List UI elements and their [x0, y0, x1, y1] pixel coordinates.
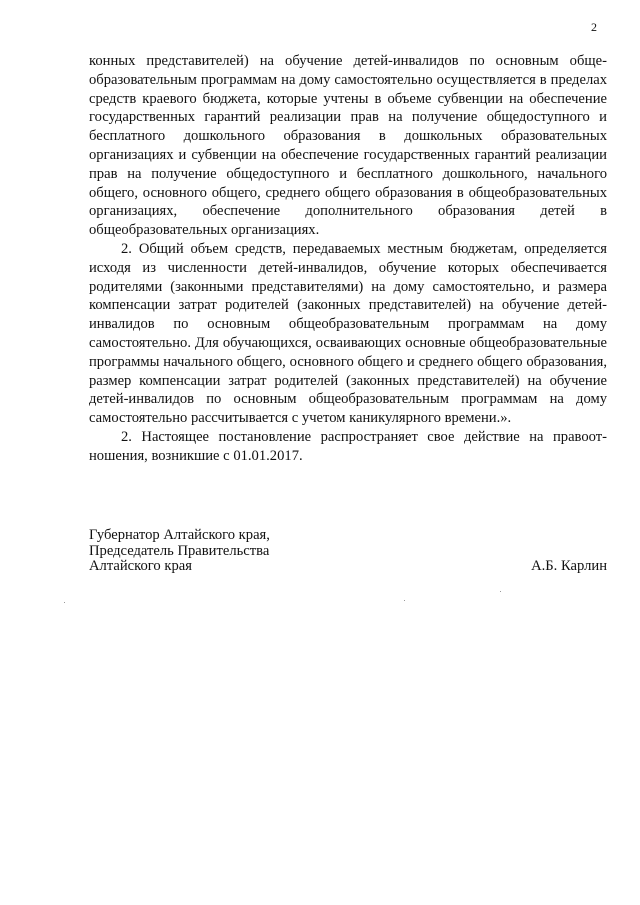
scan-artifact-dot — [500, 591, 501, 592]
signature-block — [89, 528, 607, 575]
document-body — [89, 52, 607, 466]
page-number: 2 — [591, 20, 597, 34]
scan-artifact-dot — [404, 600, 405, 601]
paragraph-item-2-funding: 2. Общий объем средств, передаваемых местным бюджетам, определяется исходя из численности детей-инвалидов, обучение которых обеспечивается родителями (законными представителями) на дому самостоятельно, и размера компенсации затрат родителей (законных представителей) на обучение детей-инвалидов по основным общеобразовательным программам на дому самостоятельно. Для обучающихся, осваивающих основные общеобразовательные программы начального общего, основного общего и среднего общего образования, размер компенсации затрат родителей (законных представителей) на обучение детей-инвалидов по основным общеобразовательным программам на дому самостоятельно рассчитывается с учетом каникулярного времени.». — [89, 240, 607, 427]
paragraph-item-2-effect: 2. Настоящее постановление распространяет свое действие на правоотношения, возникшие с 01.01.2017. — [89, 428, 607, 464]
signatory-name: А.Б. Карлин — [531, 558, 607, 574]
scan-artifact-dot — [64, 602, 65, 603]
signature-position-governor: Губернатор Алтайского края, — [89, 527, 270, 543]
signature-position-region: Алтайского края — [89, 558, 192, 574]
paragraph-continuation: конных представителей) на обучение детей-инвалидов по основным общеобразовательным программам на дому самостоятельно осуществляется в пределах средств краевого бюджета, которые учтены в объеме субвенции на обеспечение государственных гарантий реализации прав на получение общедоступного и бесплатного дошкольного образования в дошкольных образовательных организациях и субвенции на обеспечение государственных гарантий реализации прав на получение общедоступного и бесплатного дошкольного, начального общего, основного общего, среднего общего образования в общеобразовательных организациях, обеспечение дополнительного образования детей в общеобразовательных организациях. — [89, 53, 607, 239]
signature-position-chairman: Председатель Правительства — [89, 542, 270, 559]
